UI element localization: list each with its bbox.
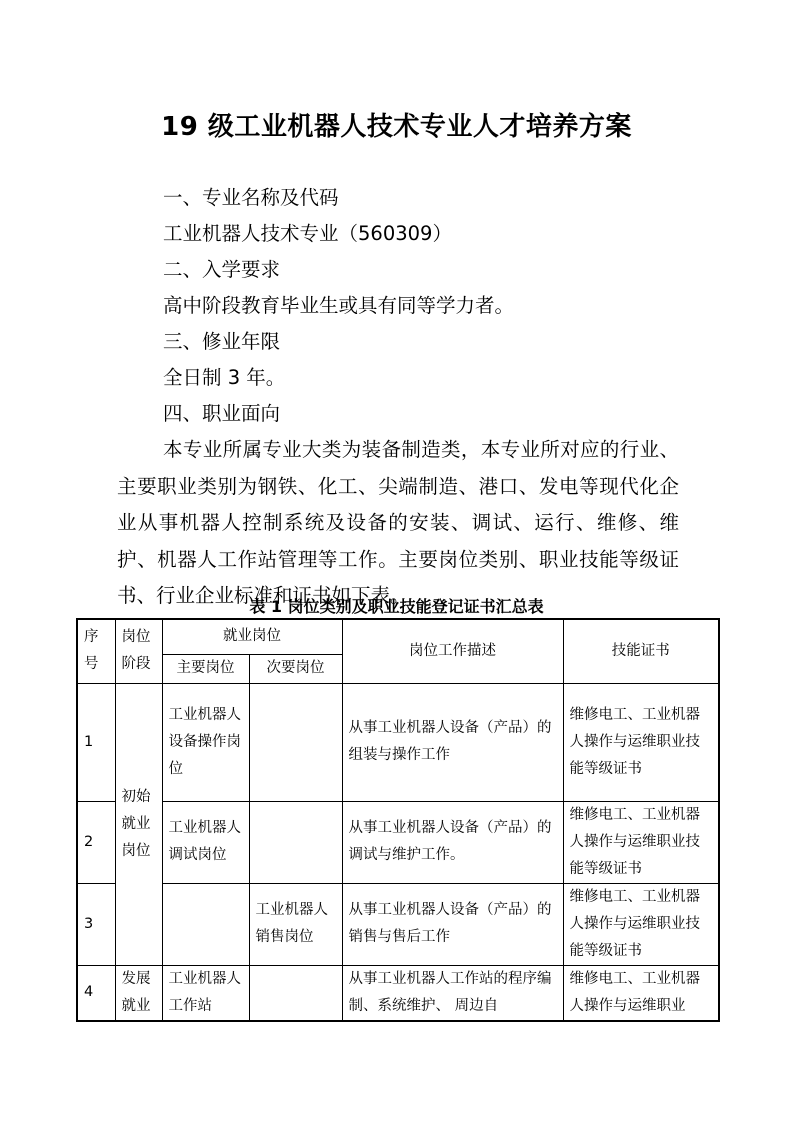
row-secondary bbox=[249, 965, 342, 1021]
row-certificate: 维修电工、工业机器人操作与运维职业技能等级证书 bbox=[563, 801, 719, 883]
row-description: 从事工业机器人设备（产品）的销售与售后工作 bbox=[342, 883, 563, 965]
jobs-table bbox=[76, 618, 720, 1022]
row-description: 从事工业机器人工作站的程序编制、系统维护、 周边自 bbox=[342, 965, 563, 1021]
header-stage: 岗位阶段 bbox=[115, 619, 162, 683]
row-primary: 工业机器人设备操作岗位 bbox=[162, 683, 249, 801]
header-description: 岗位工作描述 bbox=[342, 619, 563, 683]
row-primary bbox=[162, 883, 249, 965]
row-stage: 初始就业岗位 bbox=[115, 683, 162, 965]
row-seq: 2 bbox=[77, 801, 115, 883]
header-certificate: 技能证书 bbox=[563, 619, 719, 683]
table-header-row bbox=[77, 619, 719, 654]
row-secondary: 工业机器人销售岗位 bbox=[249, 883, 342, 965]
section-heading: 二、入学要求 bbox=[163, 258, 281, 281]
section-text: 工业机器人技术专业（560309） bbox=[163, 222, 452, 245]
row-primary: 工业机器人调试岗位 bbox=[162, 801, 249, 883]
header-seq: 序号 bbox=[77, 619, 115, 683]
row-seq: 1 bbox=[77, 683, 115, 801]
document-title: 19 级工业机器人技术专业人才培养方案 bbox=[161, 112, 632, 142]
table-caption: 表 1 岗位类别及职业技能登记证书汇总表 bbox=[249, 597, 544, 616]
row-secondary bbox=[249, 683, 342, 801]
header-secondary: 次要岗位 bbox=[249, 654, 342, 683]
row-certificate: 维修电工、工业机器人操作与运维职业技能等级证书 bbox=[563, 683, 719, 801]
row-primary: 工业机器人工作站 bbox=[162, 965, 249, 1021]
row-certificate: 维修电工、工业机器人操作与运维职业技能等级证书 bbox=[563, 883, 719, 965]
section-text: 高中阶段教育毕业生或具有同等学力者。 bbox=[163, 294, 515, 317]
table-row bbox=[77, 883, 719, 965]
row-description: 从事工业机器人设备（产品）的调试与维护工作。 bbox=[342, 801, 563, 883]
table-row bbox=[77, 965, 719, 1021]
section-text: 全日制 3 年。 bbox=[163, 366, 286, 389]
row-stage: 发展就业 bbox=[115, 965, 162, 1021]
document-body bbox=[117, 180, 679, 615]
row-description: 从事工业机器人设备（产品）的组装与操作工作 bbox=[342, 683, 563, 801]
row-seq: 4 bbox=[77, 965, 115, 1021]
section-heading: 四、职业面向 bbox=[163, 402, 281, 425]
header-job: 就业岗位 bbox=[162, 619, 342, 654]
table-row bbox=[77, 683, 719, 801]
section-heading: 三、修业年限 bbox=[163, 330, 281, 353]
row-certificate: 维修电工、工业机器人操作与运维职业 bbox=[563, 965, 719, 1021]
career-paragraph: 本专业所属专业大类为装备制造类，本专业所对应的行业、主要职业类别为钢铁、化工、尖端制造、港口、发电等现代化企业从事机器人控制系统及设备的安装、调试、运行、维修、维护、机器人工作站管理等工作。主要岗位类别、职业技能等级证书、行业企业标准和证书如下表。 bbox=[117, 438, 679, 607]
row-seq: 3 bbox=[77, 883, 115, 965]
header-primary: 主要岗位 bbox=[162, 654, 249, 683]
row-secondary bbox=[249, 801, 342, 883]
table-row bbox=[77, 801, 719, 883]
section-heading: 一、专业名称及代码 bbox=[163, 186, 339, 209]
